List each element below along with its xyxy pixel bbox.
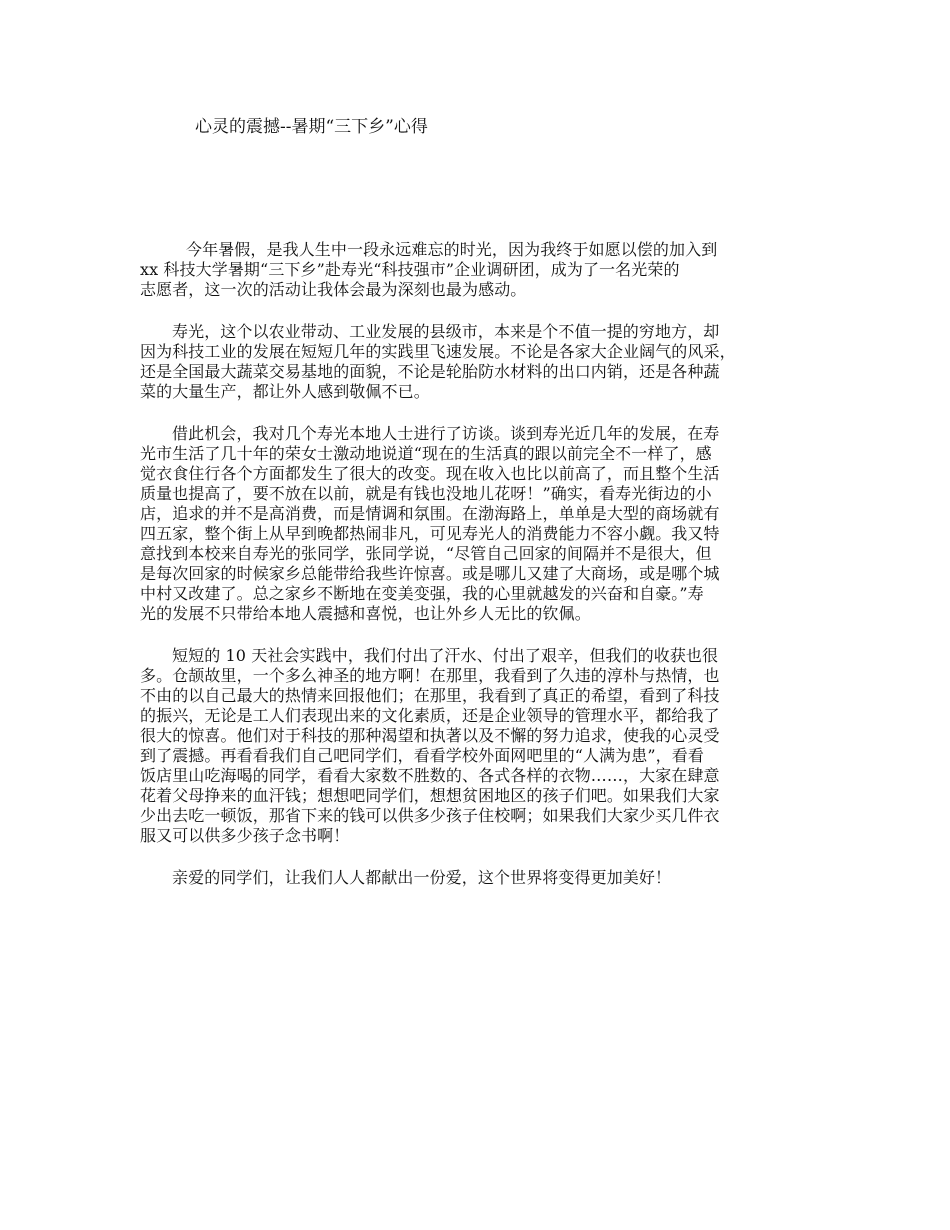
text-line: 因为科技工业的发展在短短几年的实践里飞速发展。不论是各家大企业阔气的风采， <box>140 342 736 361</box>
text-line: 店，追求的并不是高消费，而是情调和氛围。在渤海路上，单单是大型的商场就有 <box>140 504 720 523</box>
text-line: 光市生活了几十年的荣女士激动地说道“现在的生活真的跟以前完全不一样了，感 <box>140 444 712 463</box>
text-line: 很大的惊喜。他们对于科技的那种渴望和执著以及不懈的努力追求，使我的心灵受 <box>140 726 720 745</box>
text-line: 到了震撼。再看看我们自己吧同学们，看看学校外面网吧里的“人满为患”，看看 <box>140 746 704 765</box>
text-line: 饭店里山吃海喝的同学，看看大家数不胜数的、各式各样的衣物……，大家在肆意 <box>140 766 720 785</box>
text-line: 觉衣食住行各个方面都发生了很大的改变。现在收入也比以前高了，而且整个生活 <box>140 464 720 483</box>
text-line: 志愿者，这一次的活动让我体会最为深刻也最为感动。 <box>140 280 527 299</box>
text-line: 意找到本校来自寿光的张同学，张同学说，“尽管自己回家的间隔并不是很大，但 <box>140 544 712 563</box>
document-body <box>140 240 810 910</box>
paragraph-1 <box>140 240 810 300</box>
text-line: 短短的 10 天社会实践中，我们付出了汗水、付出了艰辛，但我们的收获也很 <box>172 646 719 665</box>
text-line: 花着父母挣来的血汗钱；想想吧同学们，想想贫困地区的孩子们吧。如果我们大家 <box>140 786 720 805</box>
text-line: 是每次回家的时候家乡总能带给我些许惊喜。或是哪儿又建了大商场，或是哪个城 <box>140 564 720 583</box>
text-line: 的振兴，无论是工人们表现出来的文化素质，还是企业领导的管理水平，都给我了 <box>140 706 720 725</box>
text-line: 还是全国最大蔬菜交易基地的面貌，不论是轮胎防水材料的出口内销，还是各种蔬 <box>140 362 720 381</box>
text-line: 寿光，这个以农业带动、工业发展的县级市，本来是个不值一提的穷地方，却 <box>172 322 720 341</box>
text-line: xx 科技大学暑期“三下乡”赴寿光“科技强市”企业调研团，成为了一名光荣的 <box>140 260 680 279</box>
text-line: 不由的以自己最大的热情来回报他们；在那里，我看到了真正的希望，看到了科技 <box>140 686 720 705</box>
text-line: 今年暑假，是我人生中一段永远难忘的时光，因为我终于如愿以偿的加入到 <box>186 240 718 259</box>
text-line: 四五家，整个街上从早到晚都热闹非凡，可见寿光人的消费能力不容小觑。我又特 <box>140 524 720 543</box>
text-line: 光的发展不只带给本地人震撼和喜悦，也让外乡人无比的钦佩。 <box>140 604 591 623</box>
text-line: 少出去吃一顿饭，那省下来的钱可以供多少孩子住校啊；如果我们大家少买几件衣 <box>140 806 720 825</box>
text-line: 多。仓颉故里，一个多么神圣的地方啊！在那里，我看到了久违的淳朴与热情，也 <box>140 666 720 685</box>
text-line: 中村又改建了。总之家乡不断地在变美变强，我的心里就越发的兴奋和自豪。”寿 <box>140 584 704 603</box>
text-line: 亲爱的同学们，让我们人人都献出一份爱，这个世界将变得更加美好！ <box>172 868 672 887</box>
text-line: 服又可以供多少孩子念书啊！ <box>140 826 350 845</box>
text-line: 菜的大量生产，都让外人感到敬佩不已。 <box>140 382 430 401</box>
paragraph-2 <box>140 322 810 402</box>
text-line: 质量也提高了，要不放在以前，就是有钱也没地儿花呀！”确实，看寿光街边的小 <box>140 484 712 503</box>
document-title: 心灵的震撼--暑期“三下乡”心得 <box>195 117 428 137</box>
paragraph-3 <box>140 424 810 624</box>
paragraph-4 <box>140 646 810 846</box>
text-line: 借此机会，我对几个寿光本地人士进行了访谈。谈到寿光近几年的发展，在寿 <box>172 424 720 443</box>
paragraph-5 <box>140 868 810 888</box>
